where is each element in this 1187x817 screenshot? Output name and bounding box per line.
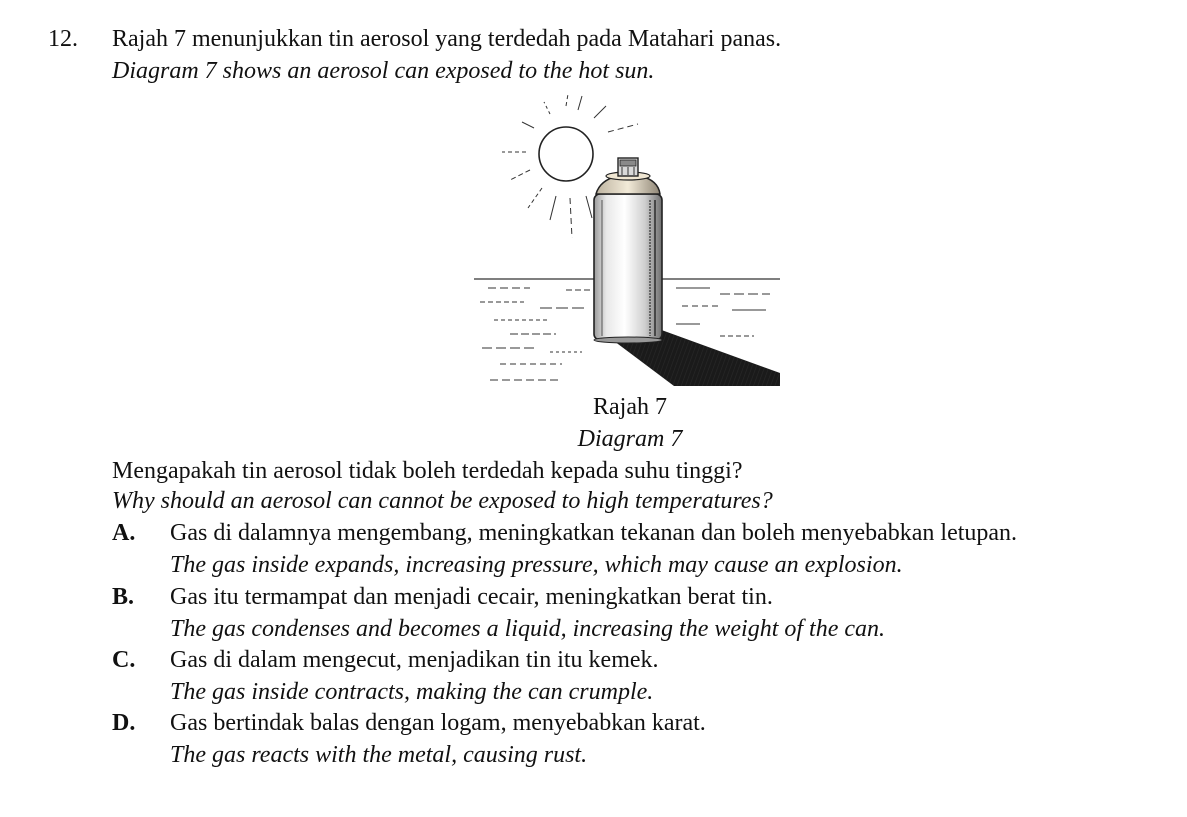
option-letter: B. bbox=[112, 584, 135, 610]
diagram-7-figure bbox=[470, 88, 790, 393]
aerosol-can-icon bbox=[594, 158, 662, 343]
option-letter: D. bbox=[112, 710, 136, 736]
option-text-english: The gas condenses and becomes a liquid, increasing the weight of the can. bbox=[170, 616, 885, 642]
question-stem-english: Diagram 7 shows an aerosol can exposed to the hot sun. bbox=[112, 58, 655, 84]
option-text-english: The gas reacts with the metal, causing rust. bbox=[170, 742, 588, 768]
option-text-malay: Gas di dalamnya mengembang, meningkatkan tekanan dan boleh menyebabkan letupan. bbox=[170, 520, 1018, 546]
prompt-malay: Mengapakah tin aerosol tidak boleh terdedah kepada suhu tinggi? bbox=[112, 458, 743, 484]
option-text-malay: Gas bertindak balas dengan logam, menyebabkan karat. bbox=[170, 710, 706, 736]
option-letter: C. bbox=[112, 647, 136, 673]
option-text-english: The gas inside expands, increasing pressure, which may cause an explosion. bbox=[170, 552, 903, 578]
option-letter: A. bbox=[112, 520, 136, 546]
prompt-english: Why should an aerosol can cannot be exposed to high temperatures? bbox=[112, 488, 773, 514]
option-text-english: The gas inside contracts, making the can crumple. bbox=[170, 679, 654, 705]
question-number: 12. bbox=[48, 26, 78, 52]
option-text-malay: Gas di dalam mengecut, menjadikan tin itu kemek. bbox=[170, 647, 659, 673]
question-stem-malay: Rajah 7 menunjukkan tin aerosol yang terdedah pada Matahari panas. bbox=[112, 26, 782, 52]
diagram-caption-english: Diagram 7 bbox=[577, 426, 683, 452]
diagram-caption-malay: Rajah 7 bbox=[593, 394, 667, 420]
option-text-malay: Gas itu termampat dan menjadi cecair, meningkatkan berat tin. bbox=[170, 584, 773, 610]
